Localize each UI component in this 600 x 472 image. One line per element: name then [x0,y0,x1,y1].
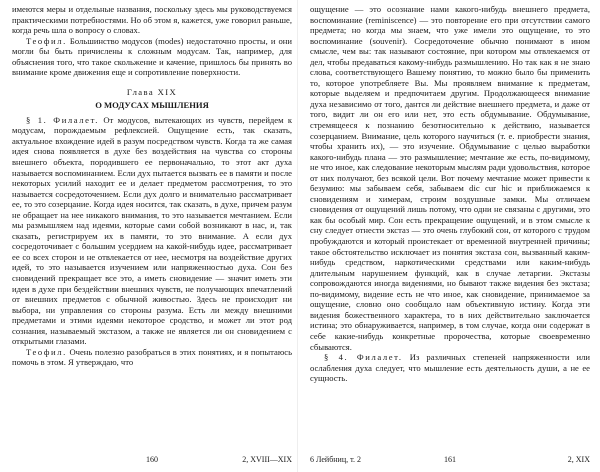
paragraph: имеются меры и отдельные названия, поскольку здесь мы руководствуемся практическими потребностями. Но об этом я, кажется, уже говорил раньше, когда речь шла о вопросу о словах. [12,4,292,36]
paragraph: Теофил. Очень полезно разобраться в этих понятиях, и я попытаюсь помочь в этом. Я утверждаю, что [12,346,292,368]
left-page [12,4,292,466]
chapter-label: Глава XIX [126,86,178,97]
paragraph: Теофил. Большинство модусов (modes) недостаточно просты, и они могли бы быть причислены к сложным модусам. Так, например, для объяснения того, что такое скольжение и качение, пришлось бы принять во внимание кроме движения еще и сопротивление поверхности. [12,35,292,78]
page-number: 161 [444,455,456,464]
speaker-name: § 1. Филалет. [26,114,100,125]
right-page-text [310,4,590,384]
running-reference: 2, XIX [567,455,590,464]
left-page-text [12,4,292,368]
left-page-footer [12,454,292,466]
paragraph: ощущение — это осознание нами какого-нибудь внешнего предмета, воспоминание (reminiscence) — это повторение его при отсутствии самого предмета; но когда мы знаем, что уже имели это ощущение, то это воспоминание (souvenir). Сосредоточение обычно понимают в ином смысле, чем вы: так называют состояние, при котором мы отвлекаемся от дел, чтобы предаваться какому-нибудь размышлению. Но так как я не знаю слова, соответствующего Вашему понятию, то можно было бы применить то, которое употребляете Вы. Мы проявляем внимание к предметам, которые выделяем и предпочитаем другим. Продолжающееся внимание духа независимо от того, дантся ли действие внешнего предмета, и даже от того, видит ли он его или нет, это есть обдумывание. Обдумывание, стремящееся к познанию безотносительно к действию, называется созерцанием. Внимание, цель которого научиться (т. е. приобрести знания, чтобы хранить их), — это изучение. Обдумывание с целью выработки какого-нибудь плана — это размышление; мечтание же есть, по-видимому, не что иное, как следование некоторым мыслям ради удовольствия, которое от них получают, без всякой цели. Вот почему мечтание может привести к безумию: мы забываем себя, забываем dic cur hic и приближаемся к сновидениям и химерам, строим воздушные замки. Мы отличаем сновидения от ощущений лишь потому, что одни не связаны с другими, это как бы особый мир. Сон есть прекращение ощущений, и в этом смысле к сну следует отнести экстаз — это очень глубокий сон, от которого с трудом пробуждаются и который проистекает от временной внутренней причины; такое обстоятельство исключает из понятия экстаза сон, вызванный каким-нибудь средством, наркотическими средствами или каким-нибудь длительным нарушением функций, как в случае летаргии. Экстазы сопровождаются иногда видениями, но бывают также видения без экстаза; по-видимому, видение есть не что иное, как сновидение, принимаемое за ощущение, словно оно сообщало нам объективную истину. Когда эти видения божественного характера, то в них действительно заключается истина; это обнаруживается, например, в том случае, когда они содержат в себе какие-нибудь конкретные пророчества, которые своевременно сбываются. [310,4,590,352]
right-page-footer [310,454,590,466]
speaker-name: § 4. Филалет. [324,352,403,363]
gutter [297,0,298,472]
speaker-name: Теофил. [26,35,67,46]
chapter-title: О МОДУСАХ МЫШЛЕНИЯ [95,99,209,110]
right-page [310,4,590,466]
paragraph: § 1. Филалет. От модусов, вытекающих из чувств, перейдем к модусам, порождаемым рефлексией. Ощущение есть, так сказать, актуальное вхождение идей в разум посредством чувств. Когда та же самая идея снова появляется в духе без воздействия на чувства со стороны внешнего объекта, породившего ее первоначально, то этот акт духа называется воспоминанием. Если дух пытается вызвать ее в памяти и после некоторых усилий находит ее и делает предметом рассмотрения, то это называется сосредоточением. Если дух долго и внимательно рассматривает ее, то это созерцание. Когда идея носится, так сказать, в духе, причем разум не обращает на нее никакого внимания, то это называется мечтанием. Если мы размышляем над идеями, которые сами собой возникают в нас, и, так сказать, регистрируем их в памяти, то это внимание. А если дух сосредоточивает с большим усердием на какой-нибудь идее, рассматривает ее со всех сторон и не отвлекается от нее, несмотря на воздействие других идей, то это называется изучением или напряженностью духа. Сон без сновидений прекращает все это, а иметь сновидение — значит иметь эти идеи в духе при бездействии внешних чувств, не получающих впечатлений от внешних предметов с обычной живостью. Здесь не происходит ни выбора, ни управления со стороны разума. Есть ли между внешними предметами и этими идеями некоторое сродство, и может ли этот род сознания, называемый экстазом, а также не является ли он сновидением с открытыми глазами. [12,114,292,347]
page-number: 160 [146,455,158,464]
speaker-name: Теофил. [26,346,67,357]
paragraph: § 4. Филалет. Из различных степеней напряженности или ослабления духа следует, что мышление есть деятельность души, а не ее сущность. [310,352,590,384]
running-reference: 2, XVIII—XIX [242,455,292,464]
printer-signature: 6 Лейбниц, т. 2 [310,455,362,464]
